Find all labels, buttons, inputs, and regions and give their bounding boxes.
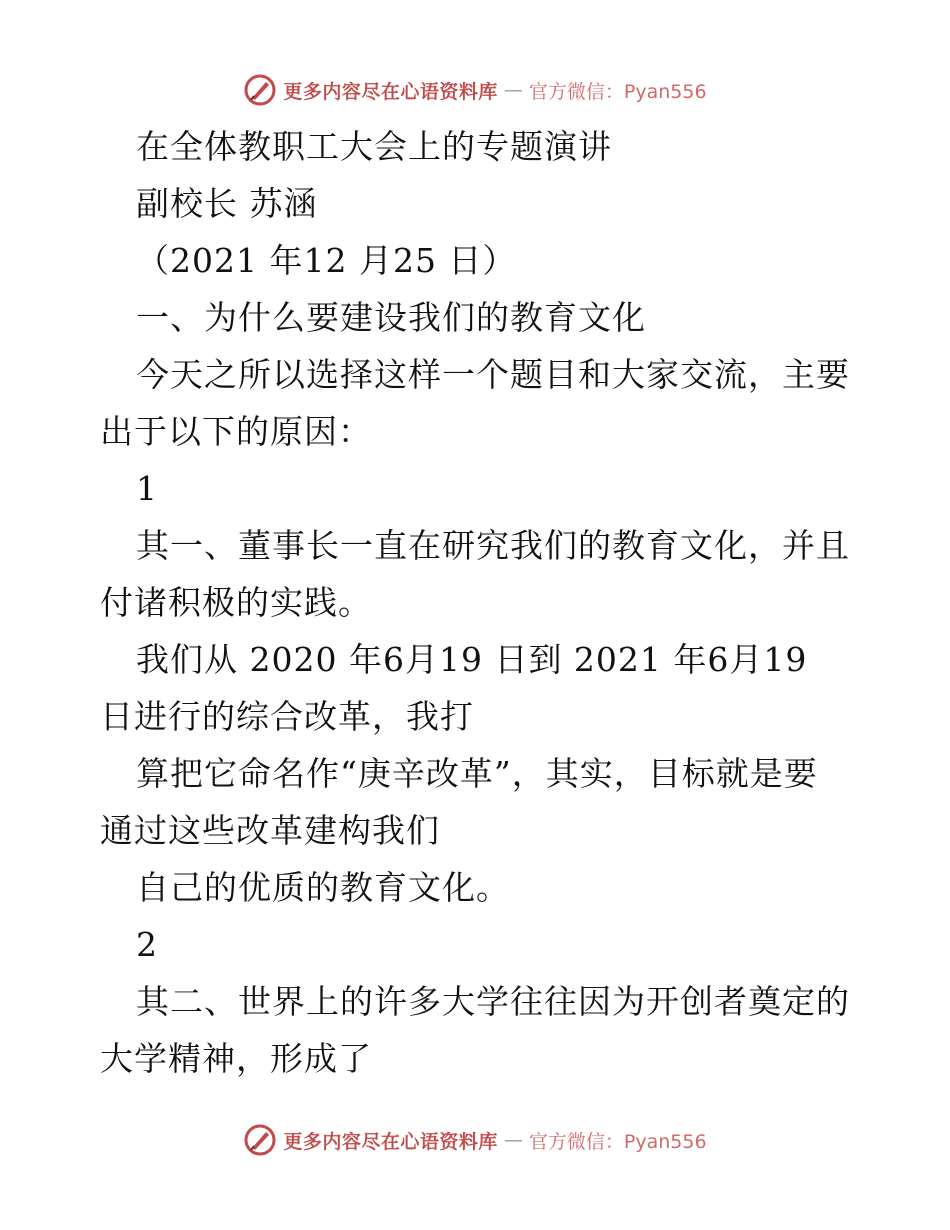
text-line: 其一、董事长一直在研究我们的教育文化，并且 [136,526,850,565]
text-line: 1 [136,469,158,508]
text-line: 算把它命名作“庚辛改革”，其实，目标就是要 [136,754,818,793]
banner-brand-text: 更多内容尽在心语资料库 [283,80,498,103]
paragraph-lines [100,289,860,1087]
text-line: 一、为什么要建设我们的教育文化 [136,298,646,337]
text-line: 今天之所以选择这样一个题目和大家交流，主要 [136,355,850,394]
document-title: 在全体教职工大会上的专题演讲 [136,127,612,166]
banner-wechat-text: 官方微信：Pyan556 [528,1130,707,1153]
text-line: 出于以下的原因： [100,412,372,451]
banner-brand-text: 更多内容尽在心语资料库 [283,1130,498,1153]
text-line: 日进行的综合改革，我打 [100,697,474,736]
text-line: 我们从 2020 年6月19 日到 2021 年6月19 [136,640,808,679]
banner-wechat-text: 官方微信：Pyan556 [528,80,707,103]
text-line: 自己的优质的教育文化。 [136,868,510,907]
header-banner [0,70,950,110]
document-date: （2021 年12 月25 日） [136,241,517,280]
text-line: 付诸积极的实践。 [100,583,372,622]
text-line: 其二、世界上的许多大学往往因为开创者奠定的 [136,982,850,1021]
banner-separator: — [503,1129,523,1151]
quill-pen-logo-icon [243,73,277,107]
text-line: 通过这些改革建构我们 [100,811,440,850]
text-line: 2 [136,925,158,964]
footer-banner [0,1120,950,1160]
text-line: 大学精神，形成了 [100,1039,372,1078]
document-body [100,118,860,1087]
quill-pen-logo-icon [243,1123,277,1157]
document-author: 副校长 苏涵 [136,184,318,223]
banner-separator: — [503,79,523,101]
